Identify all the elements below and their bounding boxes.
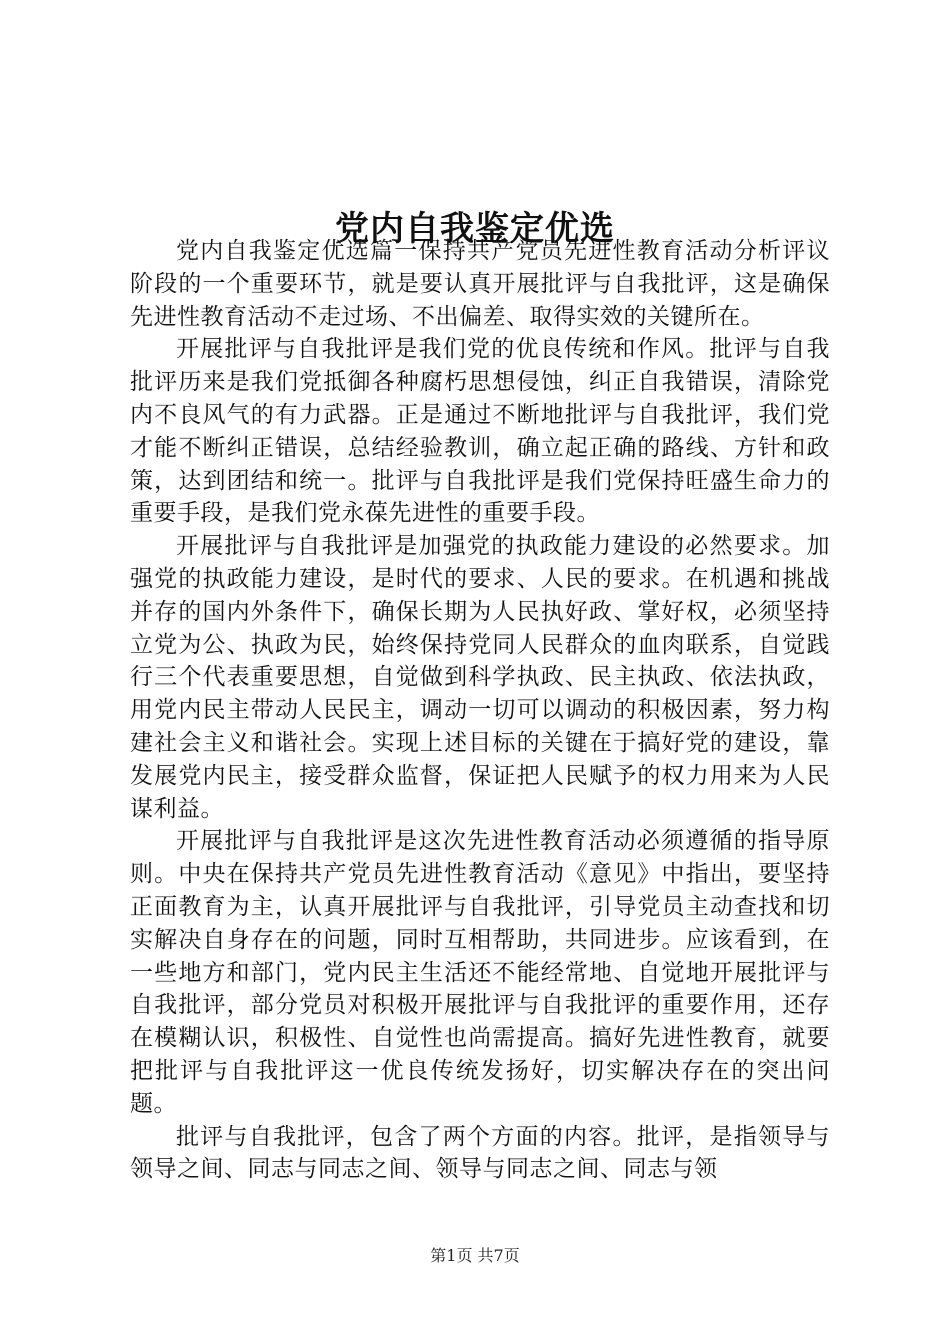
document-title: 党内自我鉴定优选 xyxy=(335,208,615,249)
paragraph-3: 开展批评与自我批评是加强党的执政能力建设的必然要求。加强党的执政能力建设，是时代的要求、人民的要求。在机遇和挑战并存的国内外条件下，确保长期为人民执好政、掌好权，必须坚持立党为公、执政为民，始终保持党同人民群众的血肉联系，自觉践行三个代表重要思想，自觉做到科学执政、民主执政、依法执政，用党内民主带动人民民主，调动一切可以调动的积极因素，努力构建社会主义和谐社会。实现上述目标的关键在于搞好党的建设，靠发展党内民主，接受群众监督，保证把人民赋予的权力用来为人民谋利益。 xyxy=(130,533,830,822)
paragraph-2: 开展批评与自我批评是我们党的优良传统和作风。批评与自我批评历来是我们党抵御各种腐朽思想侵蚀，纠正自我错误，清除党内不良风气的有力武器。正是通过不断地批评与自我批评，我们党才能不断纠正错误，总结经验教训，确立起正确的路线、方针和政策，达到团结和统一。批评与自我批评是我们党保持旺盛生命力的重要手段，是我们党永葆先进性的重要手段。 xyxy=(130,336,830,527)
paragraph-4: 开展批评与自我批评是这次先进性教育活动必须遵循的指导原则。中央在保持共产党员先进性教育活动《意见》中指出，要坚持正面教育为主，认真开展批评与自我批评，引导党员主动查找和切实解决自身存在的问题，同时互相帮助，共同进步。应该看到，在一些地方和部门，党内民主生活还不能经常地、自觉地开展批评与自我批评，部分党员对积极开展批评与自我批评的重要作用，还存在模糊认识，积极性、自觉性也尚需提高。搞好先进性教育，就要把批评与自我批评这一优良传统发扬好，切实解决存在的突出问题。 xyxy=(130,828,830,1117)
paragraph-1: 党内自我鉴定优选篇一保持共产党员先进性教育活动分析评议阶段的一个重要环节，就是要认真开展批评与自我批评，这是确保先进性教育活动不走过场、不出偏差、取得实效的关键所在。 xyxy=(130,238,830,330)
document-body xyxy=(130,235,830,1186)
page-footer: 第1页 共7页 xyxy=(430,1246,520,1265)
paragraph-5: 批评与自我批评，包含了两个方面的内容。批评，是指领导与领导之间、同志与同志之间、领导与同志之间、同志与领 xyxy=(130,1123,830,1183)
